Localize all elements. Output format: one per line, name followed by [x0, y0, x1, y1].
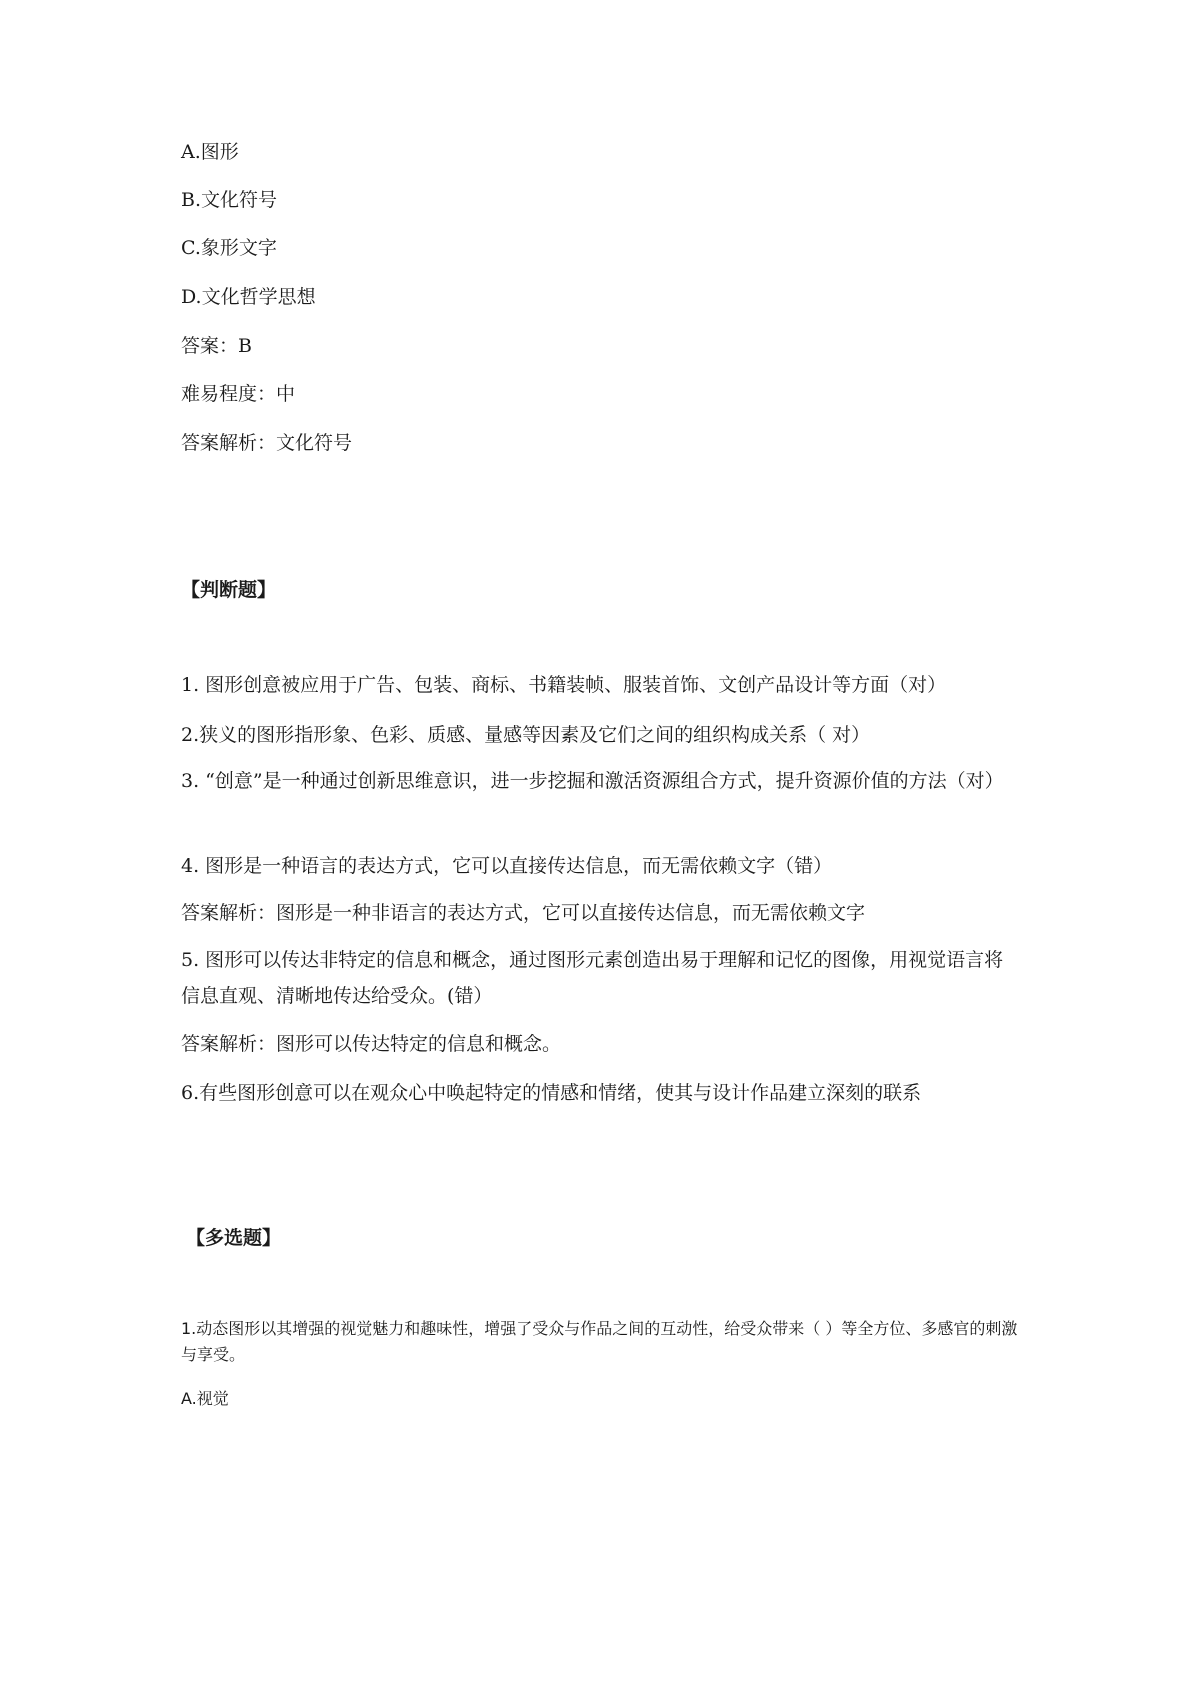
tf-item-4: 4. 图形是一种语言的表达方式，它可以直接传达信息，而无需依赖文字（错）	[181, 855, 833, 877]
answer: 答案：B	[181, 335, 252, 357]
tf-item-6: 6.有些图形创意可以在观众心中唤起特定的情感和情绪，使其与设计作品建立深刻的联系	[181, 1082, 922, 1104]
tf-item-5: 5. 图形可以传达非特定的信息和概念，通过图形元素创造出易于理解和记忆的图像，用视觉语言将信息直观、清晰地传达给受众。(错）	[181, 949, 1004, 1007]
option-a: A.图形	[181, 141, 239, 163]
section-heading-multiple-choice: 【多选题】	[186, 1227, 282, 1249]
explanation: 答案解析：文化符号	[181, 432, 353, 454]
tf-item-1: 1. 图形创意被应用于广告、包装、商标、书籍装帧、服装首饰、文创产品设计等方面（对）	[181, 674, 947, 696]
tf-item-3: 3. “创意”是一种通过创新思维意识，进一步挖掘和激活资源组合方式，提升资源价值的方法（对）	[181, 770, 1004, 792]
option-c: C.象形文字	[181, 237, 277, 259]
option-b: B.文化符号	[181, 189, 278, 211]
tf-explanation-5: 答案解析：图形可以传达特定的信息和概念。	[181, 1033, 562, 1055]
tf-item-2: 2.狭义的图形指形象、色彩、质感、量感等因素及它们之间的组织构成关系（ 对）	[181, 724, 871, 746]
tf-explanation-4: 答案解析：图形是一种非语言的表达方式，它可以直接传达信息，而无需依赖文字	[181, 902, 866, 924]
mc-option-a: A.视觉	[181, 1389, 229, 1408]
option-d: D.文化哲学思想	[181, 286, 316, 308]
mc-question-1: 1.动态图形以其增强的视觉魅力和趣味性，增强了受众与作品之间的互动性，给受众带来（ ）等全方位、多感官的刺激与享受。	[181, 1319, 1018, 1364]
difficulty: 难易程度：中	[181, 383, 296, 405]
section-heading-true-false: 【判断题】	[181, 579, 277, 601]
